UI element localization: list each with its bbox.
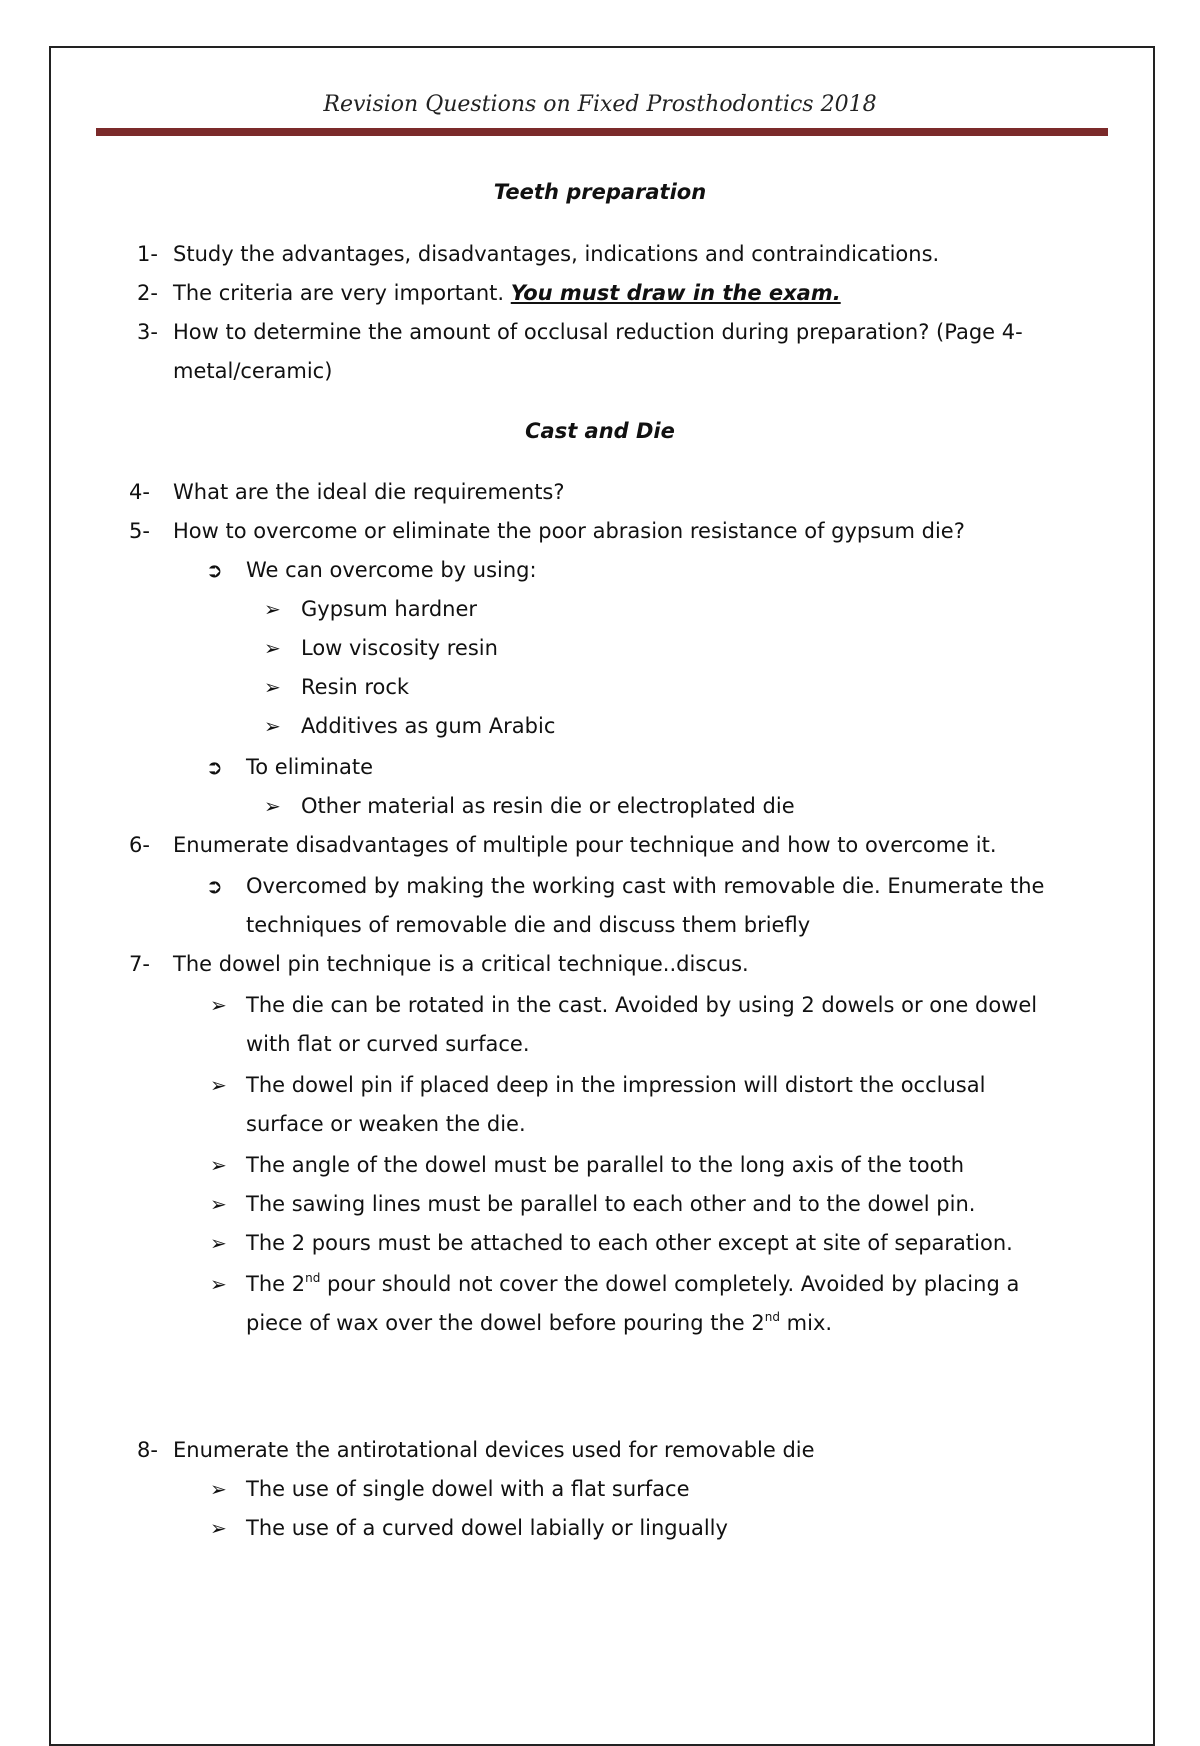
q5-eliminate-item: Other material as resin die or electroplated die bbox=[301, 794, 795, 818]
question-2 bbox=[173, 281, 841, 305]
q7-point-6-sup: nd bbox=[305, 1271, 321, 1285]
chevron-bullet-icon: ➢ bbox=[264, 714, 281, 738]
q6-answer-line-2: techniques of removable die and discuss them briefly bbox=[246, 913, 811, 937]
question-5: How to overcome or eliminate the poor abrasion resistance of gypsum die? bbox=[173, 519, 965, 543]
chevron-bullet-icon: ➢ bbox=[264, 794, 281, 818]
chevron-bullet-icon: ➢ bbox=[210, 1153, 227, 1177]
q8-point-2: The use of a curved dowel labially or lingually bbox=[246, 1516, 728, 1540]
q5-overcome-item: Low viscosity resin bbox=[301, 636, 498, 660]
q5-overcome-heading: We can overcome by using: bbox=[246, 558, 537, 582]
q7-point-5: The 2 pours must be attached to each other except at site of separation. bbox=[246, 1231, 1013, 1255]
arrow-bullet-icon: ➲ bbox=[206, 874, 223, 898]
question-2-text: The criteria are very important. bbox=[173, 281, 511, 305]
q7-point-6b-sup: nd bbox=[764, 1310, 780, 1324]
header-title: Revision Questions on Fixed Prosthodontics 2018 bbox=[323, 92, 877, 117]
chevron-bullet-icon: ➢ bbox=[210, 1272, 227, 1296]
item-number: 5- bbox=[129, 519, 150, 543]
question-1: Study the advantages, disadvantages, indications and contraindications. bbox=[173, 242, 940, 266]
question-4: What are the ideal die requirements? bbox=[173, 480, 565, 504]
item-number: 6- bbox=[129, 833, 150, 857]
item-number: 2- bbox=[137, 281, 158, 305]
chevron-bullet-icon: ➢ bbox=[264, 675, 281, 699]
q7-point-1-line-1: The die can be rotated in the cast. Avoided by using 2 dowels or one dowel bbox=[246, 993, 1038, 1017]
header-rule bbox=[96, 128, 1108, 136]
question-7: The dowel pin technique is a critical technique..discus. bbox=[173, 952, 749, 976]
q7-point-6-pre: The 2 bbox=[246, 1272, 306, 1296]
question-3-line-1: How to determine the amount of occlusal reduction during preparation? (Page 4- bbox=[173, 320, 1023, 344]
q8-point-1: The use of single dowel with a flat surface bbox=[246, 1477, 690, 1501]
q5-overcome-item: Gypsum hardner bbox=[301, 597, 478, 621]
item-number: 1- bbox=[137, 242, 158, 266]
q7-point-2-line-1: The dowel pin if placed deep in the impression will distort the occlusal bbox=[246, 1073, 986, 1097]
item-number: 7- bbox=[129, 952, 150, 976]
q7-point-6-post: pour should not cover the dowel completely. Avoided by placing a bbox=[320, 1272, 1020, 1296]
q6-answer-line-1: Overcomed by making the working cast with removable die. Enumerate the bbox=[246, 874, 1045, 898]
question-3-line-2: metal/ceramic) bbox=[173, 359, 333, 383]
q7-point-6b-post: mix. bbox=[779, 1311, 833, 1335]
q7-point-3: The angle of the dowel must be parallel to the long axis of the tooth bbox=[246, 1153, 965, 1177]
arrow-bullet-icon: ➲ bbox=[206, 558, 223, 582]
item-number: 3- bbox=[137, 320, 158, 344]
q7-point-6-line-1 bbox=[246, 1272, 1019, 1296]
chevron-bullet-icon: ➢ bbox=[210, 993, 227, 1017]
q7-point-6b-pre: piece of wax over the dowel before pouring the 2 bbox=[246, 1311, 765, 1335]
q5-overcome-item: Additives as gum Arabic bbox=[301, 714, 556, 738]
item-number: 4- bbox=[129, 480, 150, 504]
arrow-bullet-icon: ➲ bbox=[206, 755, 223, 779]
chevron-bullet-icon: ➢ bbox=[210, 1192, 227, 1216]
question-8: Enumerate the antirotational devices used for removable die bbox=[173, 1438, 815, 1462]
chevron-bullet-icon: ➢ bbox=[210, 1516, 227, 1540]
question-6: Enumerate disadvantages of multiple pour technique and how to overcome it. bbox=[173, 833, 997, 857]
q7-point-2-line-2: surface or weaken the die. bbox=[246, 1112, 526, 1136]
q7-point-6-line-2 bbox=[246, 1311, 832, 1335]
chevron-bullet-icon: ➢ bbox=[210, 1231, 227, 1255]
q5-overcome-item: Resin rock bbox=[301, 675, 410, 699]
chevron-bullet-icon: ➢ bbox=[210, 1477, 227, 1501]
section-title-cast-and-die: Cast and Die bbox=[525, 419, 675, 443]
chevron-bullet-icon: ➢ bbox=[264, 597, 281, 621]
question-2-emphasis: You must draw in the exam. bbox=[510, 281, 841, 305]
q5-eliminate-heading: To eliminate bbox=[246, 755, 373, 779]
section-title-teeth-preparation: Teeth preparation bbox=[493, 180, 707, 204]
item-number: 8- bbox=[137, 1438, 158, 1462]
q7-point-1-line-2: with flat or curved surface. bbox=[246, 1032, 530, 1056]
chevron-bullet-icon: ➢ bbox=[264, 636, 281, 660]
q7-point-4: The sawing lines must be parallel to each other and to the dowel pin. bbox=[246, 1192, 976, 1216]
chevron-bullet-icon: ➢ bbox=[210, 1073, 227, 1097]
